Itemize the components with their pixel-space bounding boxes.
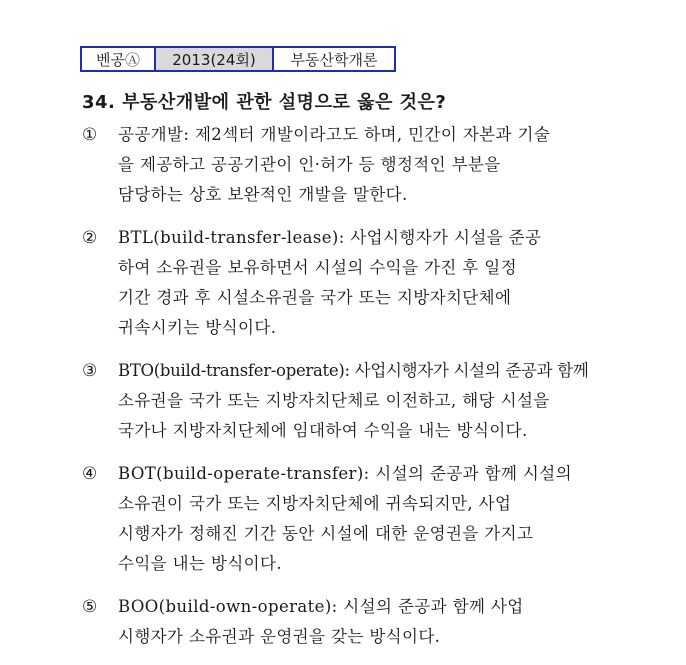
option-text <box>118 356 602 446</box>
option-number: ③ <box>82 361 98 381</box>
option-line: 시행자가 소유권과 운영권을 갖는 방식이다. <box>118 627 441 646</box>
answer-options <box>82 120 602 665</box>
subject-tag: 부동산학개론 <box>272 46 396 72</box>
exam-tag-bar <box>80 46 396 72</box>
option-line: BTL(build-transfer-lease): 사업시행자가 시설을 준공 <box>118 228 542 247</box>
option-number: ② <box>82 228 98 248</box>
option-number: ④ <box>82 464 98 484</box>
option-4 <box>82 459 602 579</box>
option-1 <box>82 120 602 210</box>
option-text <box>118 459 602 579</box>
question-title: 34. 부동산개발에 관한 설명으로 옳은 것은? <box>82 92 447 113</box>
option-number: ① <box>82 125 98 145</box>
option-line: BTO(build-transfer-operate): 사업시행자가 시설의 준공과 함께 <box>118 361 589 380</box>
option-line: 소유권이 국가 또는 지방자치단체에 귀속되지만, 사업 <box>118 494 512 513</box>
option-text <box>118 120 602 210</box>
option-text <box>118 223 602 343</box>
option-text <box>118 592 602 652</box>
option-5 <box>82 592 602 652</box>
option-line: 국가나 지방자치단체에 임대하여 수익을 내는 방식이다. <box>118 421 528 440</box>
option-line: 을 제공하고 공공기관이 인·허가 등 행정적인 부분을 <box>118 155 501 174</box>
option-line: 수익을 내는 방식이다. <box>118 554 282 573</box>
option-line: BOT(build-operate-transfer): 시설의 준공과 함께 시설의 <box>118 464 572 483</box>
option-2 <box>82 223 602 343</box>
exam-year-tag: 2013(24회) <box>156 46 272 72</box>
option-line: 귀속시키는 방식이다. <box>118 318 277 337</box>
option-line: 담당하는 상호 보완적인 개발을 말한다. <box>118 185 408 204</box>
option-line: BOO(build-own-operate): 시설의 준공과 함께 사업 <box>118 597 524 616</box>
option-line: 기간 경과 후 시설소유권을 국가 또는 지방자치단체에 <box>118 288 512 307</box>
option-line: 하여 소유권을 보유하면서 시설의 수익을 가진 후 일정 <box>118 258 517 277</box>
exam-type-tag: 벤공Ⓐ <box>80 46 156 72</box>
option-3 <box>82 356 602 446</box>
option-number: ⑤ <box>82 597 98 617</box>
option-line: 공공개발: 제2섹터 개발이라고도 하며, 민간이 자본과 기술 <box>118 125 551 144</box>
option-line: 소유권을 국가 또는 지방자치단체로 이전하고, 해당 시설을 <box>118 391 550 410</box>
option-line: 시행자가 정해진 기간 동안 시설에 대한 운영권을 가지고 <box>118 524 534 543</box>
